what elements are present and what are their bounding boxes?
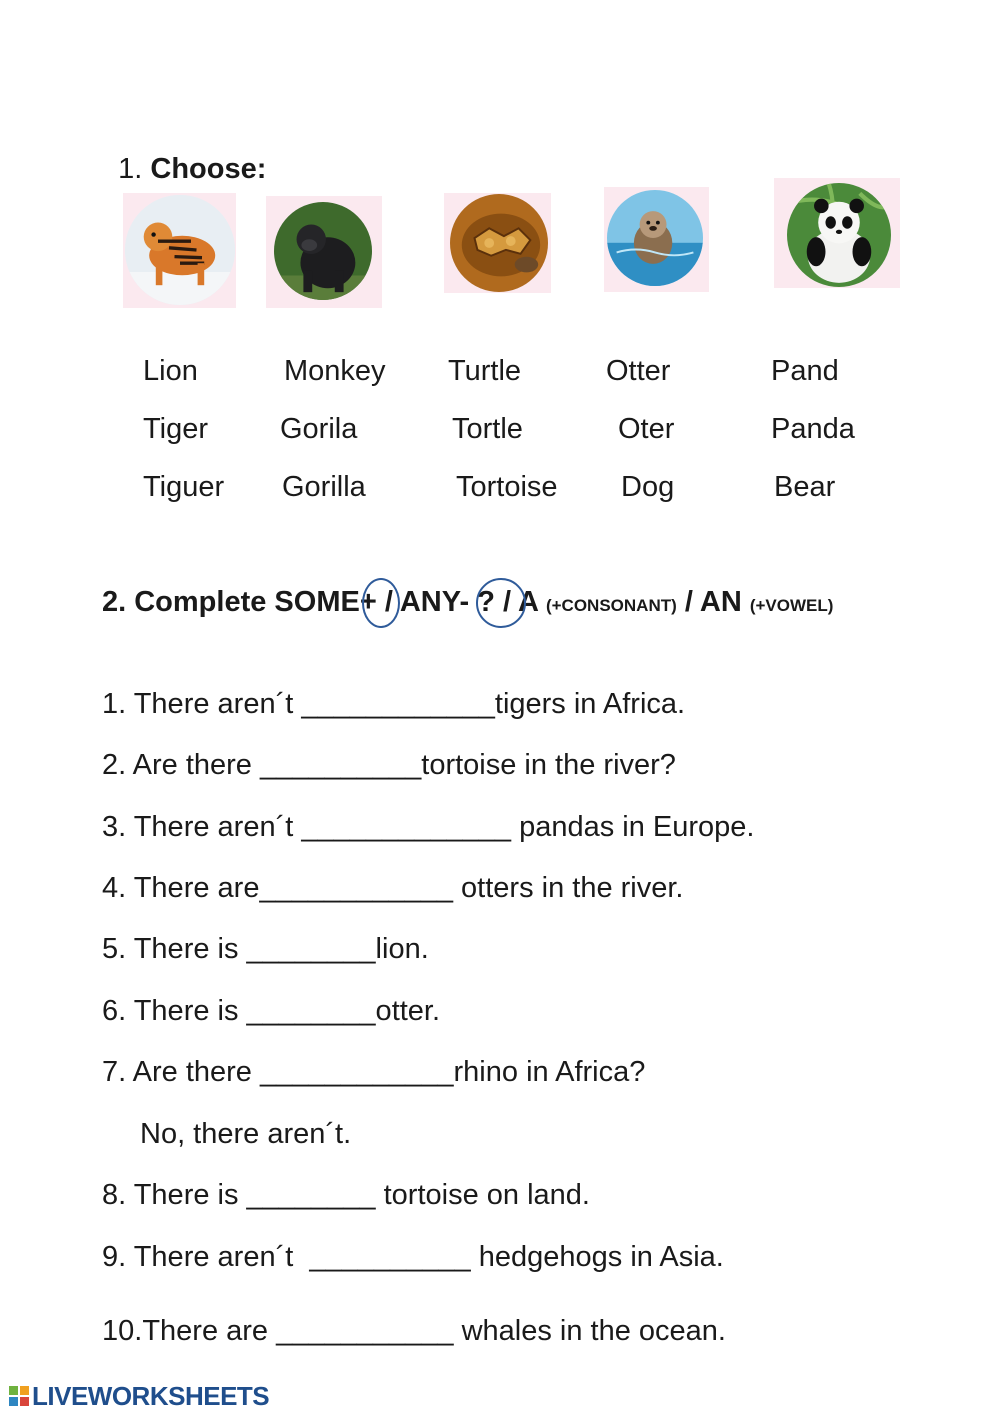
question-10[interactable]: 10.There are ___________ whales in the ocean. <box>102 1315 726 1347</box>
question-1[interactable]: 1. There aren´t ____________tigers in Africa. <box>102 688 686 720</box>
liveworksheets-logo-icon <box>8 1385 30 1407</box>
plus-circle-mark <box>359 578 400 628</box>
footer-brand <box>8 1382 269 1410</box>
option-gorilla[interactable]: Gorilla <box>282 471 366 503</box>
option-tiger[interactable]: Tiger <box>143 413 208 445</box>
question-7-answer: No, there aren´t. <box>140 1118 352 1150</box>
minus-circle-mark <box>476 578 526 628</box>
option-panda[interactable]: Panda <box>771 413 855 445</box>
tiger-photo <box>125 195 235 305</box>
gorilla-photo <box>274 202 372 300</box>
question-5[interactable]: 5. There is ________lion. <box>102 933 429 965</box>
question-2[interactable]: 2. Are there __________tortoise in the river? <box>102 749 676 781</box>
any-label: / ANY <box>376 586 460 618</box>
question-4[interactable]: 4. There are____________ otters in the river. <box>102 872 684 904</box>
consonant-note: (+CONSONANT) <box>545 596 677 615</box>
section-1-title: Choose: <box>150 153 267 185</box>
option-tiguer[interactable]: Tiguer <box>143 471 225 503</box>
plus-symbol: + <box>359 586 377 618</box>
question-8[interactable]: 8. There is ________ tortoise on land. <box>102 1179 590 1211</box>
tiger-picture <box>123 193 236 308</box>
option-tortle[interactable]: Tortle <box>452 413 523 445</box>
otter-picture <box>604 187 709 292</box>
vowel-note: (+VOWEL) <box>749 596 834 615</box>
section-2-title-start: 2. Complete SOME <box>102 586 360 618</box>
option-pand[interactable]: Pand <box>771 355 839 387</box>
question-7[interactable]: 7. Are there ____________rhino in Africa? <box>102 1056 646 1088</box>
panda-picture <box>774 178 900 288</box>
panda-photo <box>787 183 891 287</box>
option-gorila[interactable]: Gorila <box>280 413 358 445</box>
section-2-heading <box>102 588 833 617</box>
tortoise-photo <box>450 194 548 292</box>
question-3[interactable]: 3. There aren´t _____________ pandas in Europe. <box>102 811 755 843</box>
option-oter[interactable]: Oter <box>618 413 675 445</box>
option-tortoise[interactable]: Tortoise <box>456 471 558 503</box>
option-lion[interactable]: Lion <box>143 355 198 387</box>
option-dog[interactable]: Dog <box>621 471 675 503</box>
option-otter[interactable]: Otter <box>606 355 671 387</box>
option-monkey[interactable]: Monkey <box>284 355 386 387</box>
tortoise-picture <box>444 193 551 293</box>
question-9[interactable]: 9. There aren´t __________ hedgehogs in Asia. <box>102 1241 724 1273</box>
a-label: / A <box>494 586 546 618</box>
footer-brand-text: LIVEWORKSHEETS <box>32 1381 270 1411</box>
section-1-number: 1. <box>118 153 143 185</box>
otter-photo <box>607 190 703 286</box>
minus-question-symbol: - ? <box>459 586 495 618</box>
an-label: / AN <box>676 586 750 618</box>
option-bear[interactable]: Bear <box>774 471 836 503</box>
section-1-heading <box>102 126 266 184</box>
gorilla-picture <box>266 196 382 308</box>
option-turtle[interactable]: Turtle <box>448 355 522 387</box>
question-6[interactable]: 6. There is ________otter. <box>102 995 441 1027</box>
